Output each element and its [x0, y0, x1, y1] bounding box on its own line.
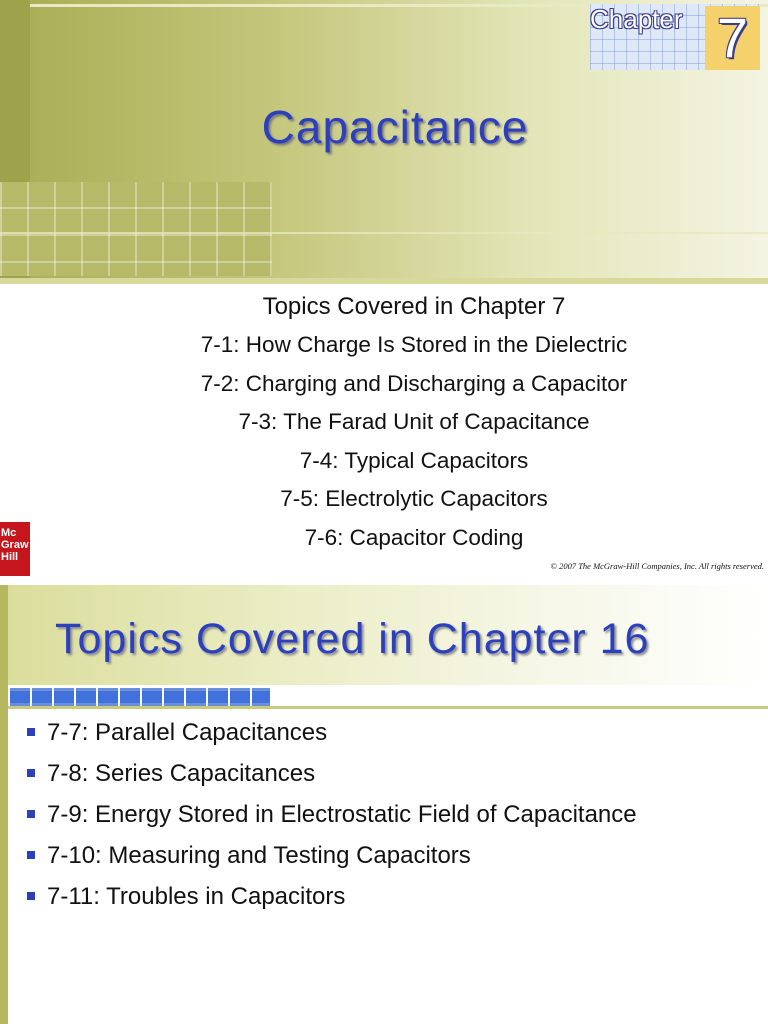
topics-list — [60, 288, 768, 557]
slide-2 — [0, 585, 768, 1024]
bullet-item — [25, 715, 755, 751]
square-bullet-icon — [27, 892, 35, 900]
topic-item: 7-3: The Farad Unit of Capacitance — [238, 409, 590, 434]
slide-separator — [0, 578, 768, 585]
logo-text: Mc — [1, 527, 17, 539]
header-rule — [8, 706, 768, 709]
bullet-item — [25, 838, 755, 874]
topics-heading: Topics Covered in Chapter 7 — [262, 293, 566, 320]
square-bullet-icon — [27, 810, 35, 818]
square-bullet-icon — [27, 769, 35, 777]
topic-item: 7-1: How Charge Is Stored in the Dielectric — [200, 332, 628, 357]
slide-1-title: Capacitance — [261, 101, 529, 153]
publisher-logo — [0, 522, 30, 576]
logo-text: Hill — [1, 551, 19, 563]
chapter-label: Chapter — [590, 4, 683, 34]
decorative-line — [0, 232, 768, 234]
header-bottom-band — [0, 278, 768, 284]
square-bullet-icon — [27, 851, 35, 859]
bullet-text: 7-10: Measuring and Testing Capacitors — [47, 842, 471, 869]
bullet-text: 7-7: Parallel Capacitances — [47, 719, 328, 746]
bullet-item — [25, 797, 755, 833]
topic-item: 7-4: Typical Capacitors — [299, 447, 529, 473]
topic-item: 7-5: Electrolytic Capacitors — [280, 486, 548, 511]
topic-item: 7-6: Capacitor Coding — [304, 524, 524, 550]
bullet-item — [25, 879, 755, 915]
chapter-number: 7 — [716, 6, 749, 69]
logo-text: Graw — [1, 539, 29, 551]
bullet-item — [25, 756, 755, 792]
topic-item: 7-2: Charging and Discharging a Capacitor — [200, 370, 628, 396]
slide-2-left-bar — [0, 585, 8, 1024]
bullet-text: 7-9: Energy Stored in Electrostatic Field of Capacitance — [47, 801, 637, 828]
slide-2-title: Topics Covered in Chapter 16 — [55, 615, 650, 663]
bullet-text: 7-8: Series Capacitances — [47, 760, 316, 787]
decorative-grid — [0, 182, 272, 276]
decorative-squares-inner — [8, 691, 270, 703]
copyright-notice: © 2007 The McGraw-Hill Companies, Inc. All rights reserved. — [550, 561, 764, 571]
square-bullet-icon — [27, 728, 35, 736]
bullet-text: 7-11: Troubles in Capacitors — [47, 883, 346, 910]
bullet-list — [25, 715, 755, 920]
